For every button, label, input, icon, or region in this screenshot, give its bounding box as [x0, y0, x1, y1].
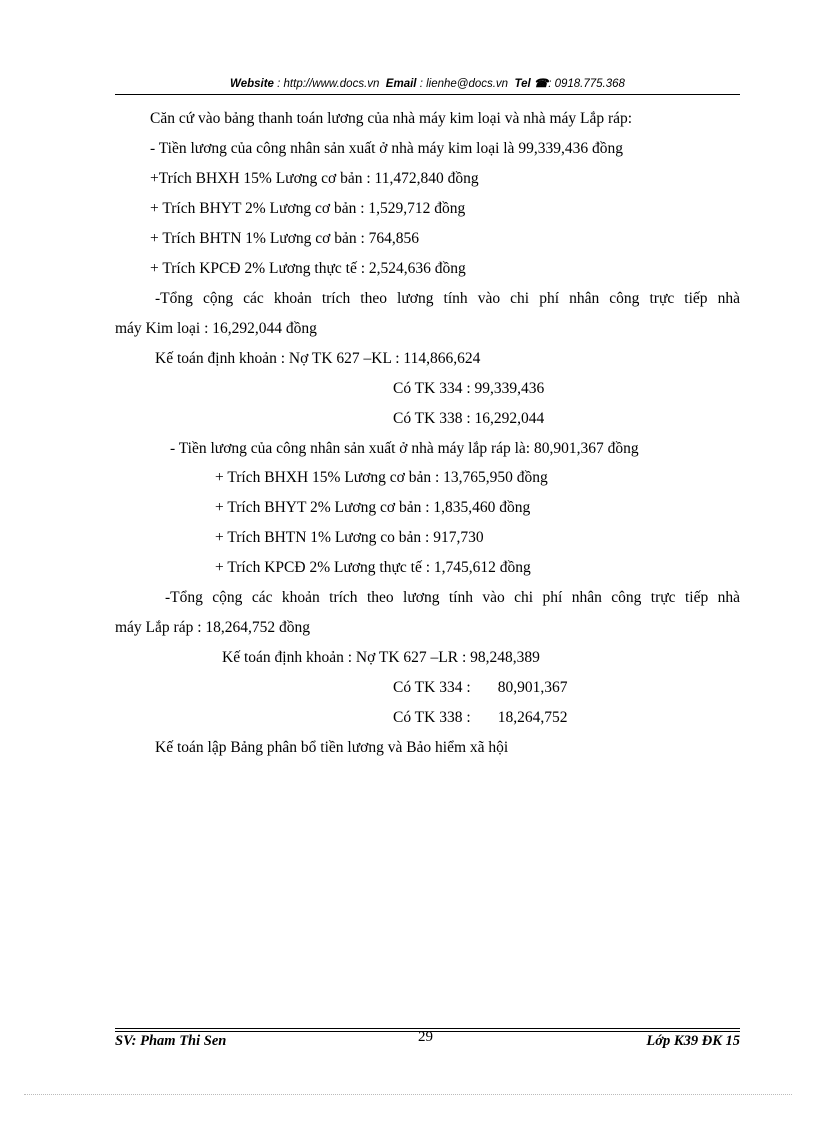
page-number: 29: [418, 1029, 433, 1045]
kl-wage-line: - Tiền lương của công nhân sản xuất ở nhà máy kim loại là 99,339,436 đồng: [150, 140, 623, 157]
page-header: [115, 76, 740, 90]
lr-bhyt-line: + Trích BHYT 2% Lương cơ bản : 1,835,460 đồng: [215, 499, 531, 516]
kl-bhyt-line: + Trích BHYT 2% Lương cơ bản : 1,529,712 đồng: [150, 200, 466, 217]
lr-journal-credit-334: Có TK 334 : 80,901,367: [393, 679, 568, 696]
email-value: : lienhe@docs.vn: [419, 78, 509, 90]
lr-total-line1: -Tổng cộng các khoản trích theo lương tính vào chi phí nhân công trực tiếp nhà: [165, 589, 740, 606]
tel-label: Tel: [514, 78, 531, 90]
lr-wage-line: - Tiền lương của công nhân sản xuất ở nhà máy lắp ráp là: 80,901,367 đồng: [170, 440, 639, 457]
phone-icon: ☎: [533, 78, 549, 90]
footer-student: SV: Pham Thi Sen: [115, 1033, 227, 1049]
kl-bhtn-line: + Trích BHTN 1% Lương cơ bản : 764,856: [150, 230, 420, 247]
website-value: : http://www.docs.vn: [277, 78, 380, 90]
kl-journal-credit-334: Có TK 334 : 99,339,436: [393, 380, 545, 397]
intro-paragraph: Căn cứ vào bảng thanh toán lương của nhà máy kim loại và nhà máy Lắp ráp:: [150, 110, 633, 127]
email-label: Email: [385, 78, 417, 90]
lr-total-line2: máy Lắp ráp : 18,264,752 đồng: [115, 619, 311, 636]
page-bottom-border: [24, 1094, 792, 1095]
kl-total-line1: -Tổng cộng các khoản trích theo lương tính vào chi phí nhân công trực tiếp nhà: [155, 290, 740, 307]
lr-bhtn-line: + Trích BHTN 1% Lương co bản : 917,730: [215, 529, 484, 546]
lr-bhxh-line: + Trích BHXH 15% Lương cơ bản : 13,765,950 đồng: [215, 469, 548, 486]
kl-bhxh-line: +Trích BHXH 15% Lương cơ bản : 11,472,840 đồng: [150, 170, 479, 187]
kl-journal-debit: Kế toán định khoản : Nợ TK 627 –KL : 114,866,624: [155, 350, 481, 367]
header-divider: [115, 94, 740, 95]
kl-journal-credit-338: Có TK 338 : 16,292,044: [393, 410, 545, 427]
kl-kpcd-line: + Trích KPCĐ 2% Lương thực tế : 2,524,636 đồng: [150, 260, 466, 277]
lr-journal-debit: Kế toán định khoản : Nợ TK 627 –LR : 98,248,389: [222, 649, 540, 666]
tel-value: : 0918.775.368: [548, 78, 625, 90]
footer-class: Lớp K39 ĐK 15: [646, 1033, 740, 1049]
kl-total-line2: máy Kim loại : 16,292,044 đồng: [115, 320, 317, 337]
lr-kpcd-line: + Trích KPCĐ 2% Lương thực tế : 1,745,612 đồng: [215, 559, 531, 576]
closing-line: Kế toán lập Bảng phân bổ tiền lương và Bảo hiểm xã hội: [155, 739, 509, 756]
website-label: Website: [230, 78, 274, 90]
lr-journal-credit-338: Có TK 338 : 18,264,752: [393, 709, 568, 726]
